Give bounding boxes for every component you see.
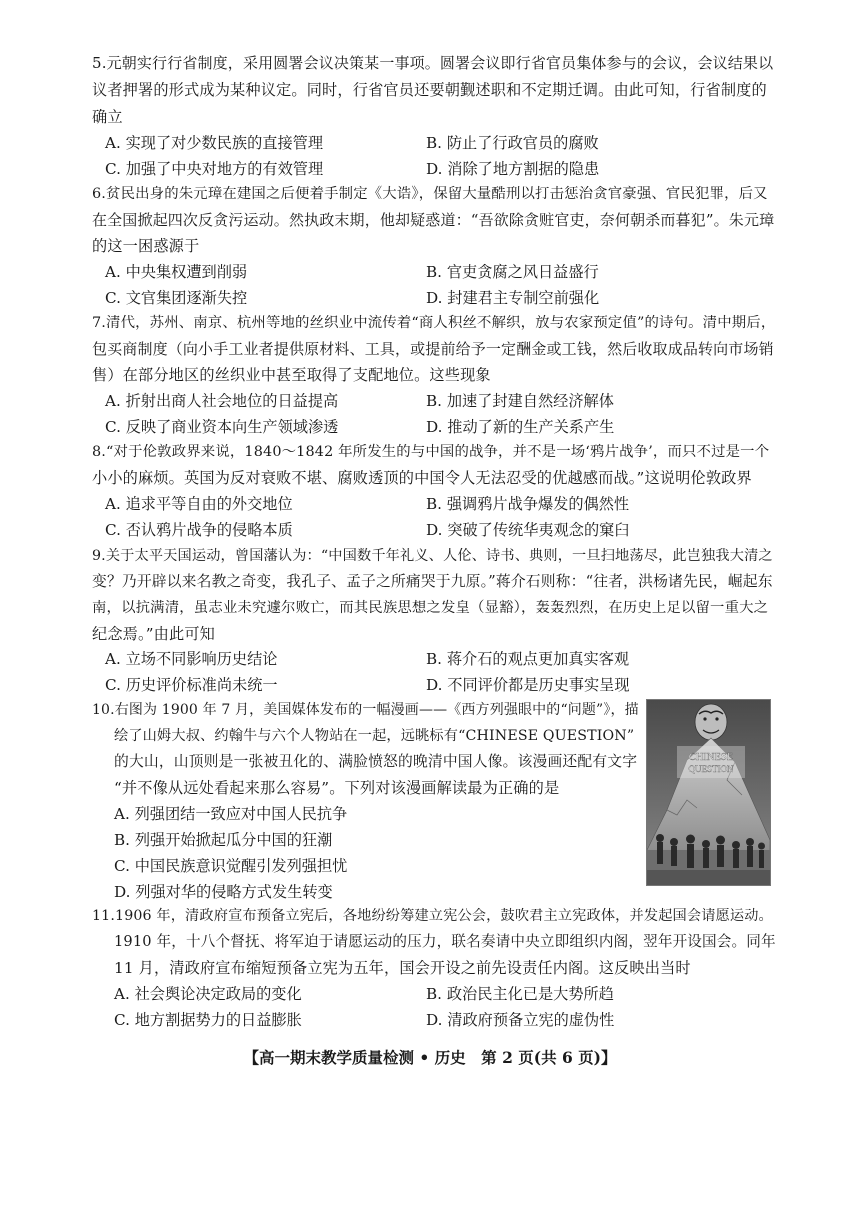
option-a: A. 折射出商人社会地位的日益提高 (105, 392, 339, 410)
option-b: B. 官吏贪腐之风日益盛行 (426, 263, 599, 281)
option-d: D. 封建君主专制空前强化 (426, 289, 600, 307)
question-line: 11 月，清政府宣布缩短预备立宪为五年，国会开设之前先设责任内阁。这反映出当时 (114, 959, 691, 977)
question-line: 变？乃开辟以来名教之奇变，我孔子、孟子之所痛哭于九原。”蒋介石则称：“往者，洪杨诸先民，崛起东 (92, 573, 773, 590)
question-line: 5.元朝实行行省制度，采用圆署会议决策某一事项。圆署会议即行省官员集体参与的会议，会议结果以 (92, 54, 774, 72)
option-c: C. 文官集团逐渐失控 (105, 289, 248, 307)
option-b: B. 列强开始掀起瓜分中国的狂潮 (114, 831, 333, 849)
question-line: 9.关于太平天国运动，曾国藩认为：“中国数千年礼义、人伦、诗书、典则，一旦扫地荡尽，此岂独我大清之 (92, 548, 773, 564)
option-a: A. 立场不同影响历史结论 (105, 650, 278, 668)
question-line: 的这一困惑源于 (92, 237, 200, 255)
option-a: A. 中央集权遭到削弱 (105, 263, 248, 281)
question-line: 8.“对于伦敦政界来说，1840～1842 年所发生的与中国的战争，并不是一场‘鸦片战争’，而只不过是一个 (92, 444, 770, 460)
option-c: C. 历史评价标准尚未统一 (105, 676, 278, 694)
question-line: 6.贫民出身的朱元璋在建国之后便着手制定《大诰》，保留大量酷刑以打击惩治贪官豪强、官民犯罪，后又 (92, 186, 768, 202)
question-line: 确立 (92, 108, 123, 126)
option-d: D. 不同评价都是历史事实呈现 (426, 676, 630, 694)
question-line: 议者押署的形式成为某种议定。同时，行省官员还要朝觐述职和不定期迁调。由此可知，行省制度的 (92, 81, 767, 99)
option-b: B. 政治民主化已是大势所趋 (426, 985, 614, 1003)
page-footer: 【高一期末教学质量检测 • 历史 第 2 页(共 6 页)】 (243, 1048, 617, 1067)
option-a: A. 追求平等自由的外交地位 (105, 495, 293, 513)
question-line: 10.右图为 1900 年 7 月，美国媒体发布的一幅漫画——《西方列强眼中的“问题”》，描 (92, 702, 639, 718)
option-b: B. 强调鸦片战争爆发的偶然性 (426, 495, 630, 513)
question-line: 11.1906 年，清政府宣布预备立宪后，各地纷纷筹建立宪公会，鼓吹君主立宪政体，并发起国会请愿运动。 (92, 908, 773, 924)
question-line: 7.清代，苏州、南京、杭州等地的丝织业中流传着“商人积丝不解织，放与农家预定值”的诗句。清中期后， (92, 315, 776, 331)
question-line: 小小的麻烦。英国为反对衰败不堪、腐败透顶的中国令人无法忍受的优越感而战。”这说明伦敦政界 (92, 469, 752, 487)
option-d: D. 消除了地方割据的隐患 (426, 160, 600, 178)
option-b: B. 蒋介石的观点更加真实客观 (426, 650, 630, 668)
option-d: D. 清政府预备立宪的虚伪性 (426, 1011, 615, 1029)
question-line: 的大山，山顶则是一张被丑化的、满脸愤怒的晚清中国人像。该漫画还配有文字 (114, 753, 638, 770)
option-a: A. 社会舆论决定政局的变化 (114, 985, 302, 1003)
question-line: 售）在部分地区的丝织业中甚至取得了支配地位。这些现象 (92, 366, 491, 384)
question-line: 南，以抗满清，虽志业未究遽尔败亡，而其民族思想之发皇（显豁），轰轰烈烈，在历史上足以留一重大之 (92, 600, 769, 616)
option-a: A. 列强团结一致应对中国人民抗争 (114, 805, 348, 823)
option-d: D. 列强对华的侵略方式发生转变 (114, 883, 333, 901)
question-line: 在全国掀起四次反贪污运动。然执政末期，他却疑惑道：“吾欲除贪赃官吏，奈何朝杀而暮犯”。朱元璋 (92, 211, 775, 229)
question-line: 纪念焉。”由此可知 (92, 625, 216, 643)
cartoon-sign-line2: QUESTION (688, 764, 734, 774)
option-c: C. 加强了中央对地方的有效管理 (105, 160, 324, 178)
cartoon-image (646, 699, 771, 886)
option-b: B. 加速了封建自然经济解体 (426, 392, 614, 410)
option-b: B. 防止了行政官员的腐败 (426, 134, 599, 152)
question-line: 绘了山姆大叔、约翰牛与六个人物站在一起，远眺标有“CHINESE QUESTION” (114, 728, 635, 744)
option-a: A. 实现了对少数民族的直接管理 (105, 134, 324, 152)
option-d: D. 推动了新的生产关系产生 (426, 418, 615, 436)
question-line: 包买商制度（向小手工业者提供原材料、工具，或提前给予一定酬金或工钱，然后收取成品转向市场销 (92, 340, 774, 358)
option-d: D. 突破了传统华夷观念的窠臼 (426, 521, 630, 539)
question-line: “并不像从远处看起来那么容易”。下列对该漫画解读最为正确的是 (114, 779, 560, 797)
option-c: C. 地方割据势力的日益膨胀 (114, 1011, 302, 1029)
option-c: C. 中国民族意识觉醒引发列强担忧 (114, 857, 348, 875)
option-c: C. 否认鸦片战争的侵略本质 (105, 521, 293, 539)
option-c: C. 反映了商业资本向生产领域渗透 (105, 418, 339, 436)
question-line: 1910 年，十八个督抚、将军迫于请愿运动的压力，联名奏请中央立即组织内阁，翌年开设国会。同年 (114, 933, 776, 950)
cartoon-sign-line1: CHINESE (688, 752, 734, 763)
